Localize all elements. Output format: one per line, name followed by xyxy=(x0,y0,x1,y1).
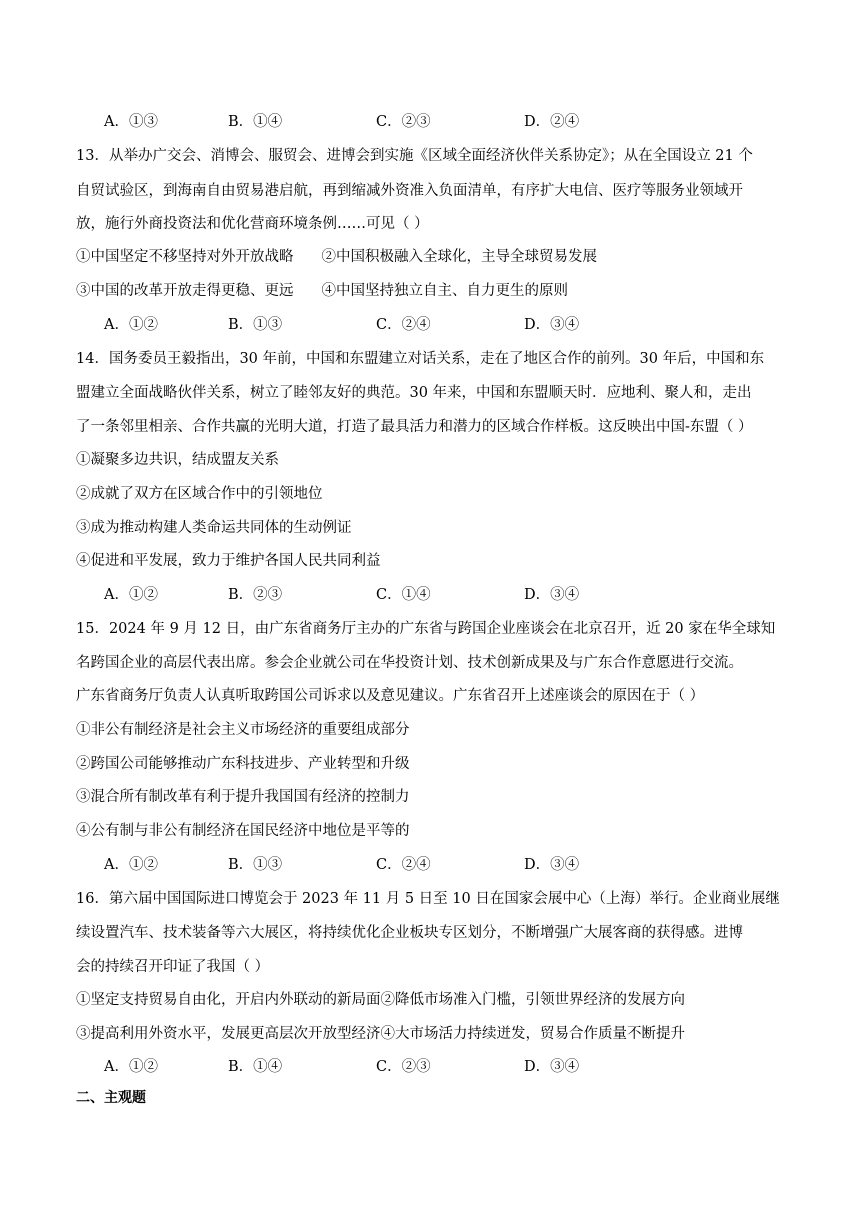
q13-statement-row-1 xyxy=(76,247,786,267)
q15-option-a[interactable]: A．①② xyxy=(104,857,158,873)
q15-stem-line-1: 15．2024 年 9 月 12 日，由广东省商务厅主办的广东省与跨国企业座谈会在北京召开，近 20 家在华全球知 xyxy=(76,621,776,637)
q13-option-d[interactable]: D．③④ xyxy=(524,317,580,333)
q15-option-c[interactable]: C．②④ xyxy=(376,857,431,873)
q12-option-c[interactable]: C．②③ xyxy=(376,114,431,130)
q15-option-b[interactable]: B．①③ xyxy=(228,857,283,873)
q13-statement-2: ②中国积极融入全球化，主导全球贸易发展 xyxy=(321,249,597,265)
q14-option-c[interactable]: C．①④ xyxy=(376,587,431,603)
q14-statement-1: ①凝聚多边共识，结成盟友关系 xyxy=(76,452,279,468)
q16-option-c[interactable]: C．②③ xyxy=(376,1059,431,1075)
q12-option-a[interactable]: A．①③ xyxy=(104,114,158,130)
q16-statement-row-1: ①坚定支持贸易自由化，开启内外联动的新局面②降低市场准入门槛，引领世界经济的发展方向 xyxy=(76,992,685,1008)
q13-statement-row-2 xyxy=(76,281,786,301)
q16-stem-line-3: 会的持续召开印证了我国（ ） xyxy=(76,959,270,975)
q14-options xyxy=(104,585,784,605)
q13-options xyxy=(104,315,784,335)
q15-statement-1: ①非公有制经济是社会主义市场经济的重要组成部分 xyxy=(76,722,410,738)
q12-option-b[interactable]: B．①④ xyxy=(228,114,283,130)
q13-stem-line-3: 放，施行外商投资法和优化营商环境条例……可见（ ） xyxy=(76,216,429,232)
q14-statement-4: ④促进和平发展，致力于维护各国人民共同利益 xyxy=(76,553,381,569)
q13-option-a[interactable]: A．①② xyxy=(104,317,158,333)
q15-options xyxy=(104,855,784,875)
q15-stem-line-3: 广东省商务厅负责人认真听取跨国公司诉求以及意见建议。广东省召开上述座谈会的原因在于（ ） xyxy=(76,688,705,704)
q14-option-b[interactable]: B．②③ xyxy=(228,587,283,603)
q14-statement-3: ③成为推动构建人类命运共同体的生动例证 xyxy=(76,520,352,536)
q16-option-a[interactable]: A．①② xyxy=(104,1059,158,1075)
q12-option-d[interactable]: D．②④ xyxy=(524,114,580,130)
q16-option-b[interactable]: B．①④ xyxy=(228,1059,283,1075)
q15-statement-2: ②跨国公司能够推动广东科技进步、产业转型和升级 xyxy=(76,756,410,772)
q14-stem-line-1: 14．国务委员王毅指出，30 年前，中国和东盟建立对话关系，走在了地区合作的前列。30 年后，中国和东 xyxy=(76,351,765,367)
q15-stem-line-2: 名跨国企业的高层代表出席。参会企业就公司在华投资计划、技术创新成果及与广东合作意愿进行交流。 xyxy=(76,655,743,671)
q15-statement-4: ④公有制与非公有制经济在国民经济中地位是平等的 xyxy=(76,823,410,839)
q13-statement-3: ③中国的改革开放走得更稳、更远 xyxy=(76,283,294,299)
q14-stem-line-2: 盟建立全面战略伙伴关系，树立了睦邻友好的典范。30 年来，中国和东盟顺天时．应地利、聚人和，走出 xyxy=(76,385,752,401)
q14-statement-2: ②成就了双方在区域合作中的引领地位 xyxy=(76,486,323,502)
q16-stem-line-1: 16．第六届中国国际进口博览会于 2023 年 11 月 5 日至 10 日在国家会展中心（上海）举行。企业商业展继 xyxy=(76,891,780,907)
q15-option-d[interactable]: D．③④ xyxy=(524,857,580,873)
q13-option-c[interactable]: C．②④ xyxy=(376,317,431,333)
q13-stem-line-2: 自贸试验区，到海南自由贸易港启航，再到缩减外资准入负面清单，有序扩大电信、医疗等服务业领域开 xyxy=(76,183,743,199)
section-title: 二、主观题 xyxy=(76,1090,146,1106)
q14-stem-line-3: 了一条邻里相亲、合作共赢的光明大道，打造了最具活力和潜力的区域合作样板。这反映出中国-东盟（ ） xyxy=(76,419,753,435)
q15-statement-3: ③混合所有制改革有利于提升我国国有经济的控制力 xyxy=(76,789,410,805)
q16-option-d[interactable]: D．③④ xyxy=(524,1059,580,1075)
q13-option-b[interactable]: B．①③ xyxy=(228,317,283,333)
q13-stem-line-1: 13．从举办广交会、消博会、服贸会、进博会到实施《区域全面经济伙伴关系协定》；从在全国设立 21 个 xyxy=(76,148,753,164)
q14-option-d[interactable]: D．③④ xyxy=(524,587,580,603)
q16-statement-row-2: ③提高利用外资水平，发展更高层次开放型经济④大市场活力持续迸发，贸易合作质量不断提升 xyxy=(76,1026,685,1042)
q13-statement-4: ④中国坚持独立自主、自力更生的原则 xyxy=(321,283,568,299)
q16-stem-line-2: 续设置汽车、技术装备等六大展区，将持续优化企业板块专区划分，不断增强广大展客商的获得感。进博 xyxy=(76,925,743,941)
q13-statement-1: ①中国坚定不移坚持对外开放战略 xyxy=(76,249,294,265)
q14-option-a[interactable]: A．①② xyxy=(104,587,158,603)
q12-options xyxy=(104,112,784,132)
q16-options xyxy=(104,1057,784,1077)
